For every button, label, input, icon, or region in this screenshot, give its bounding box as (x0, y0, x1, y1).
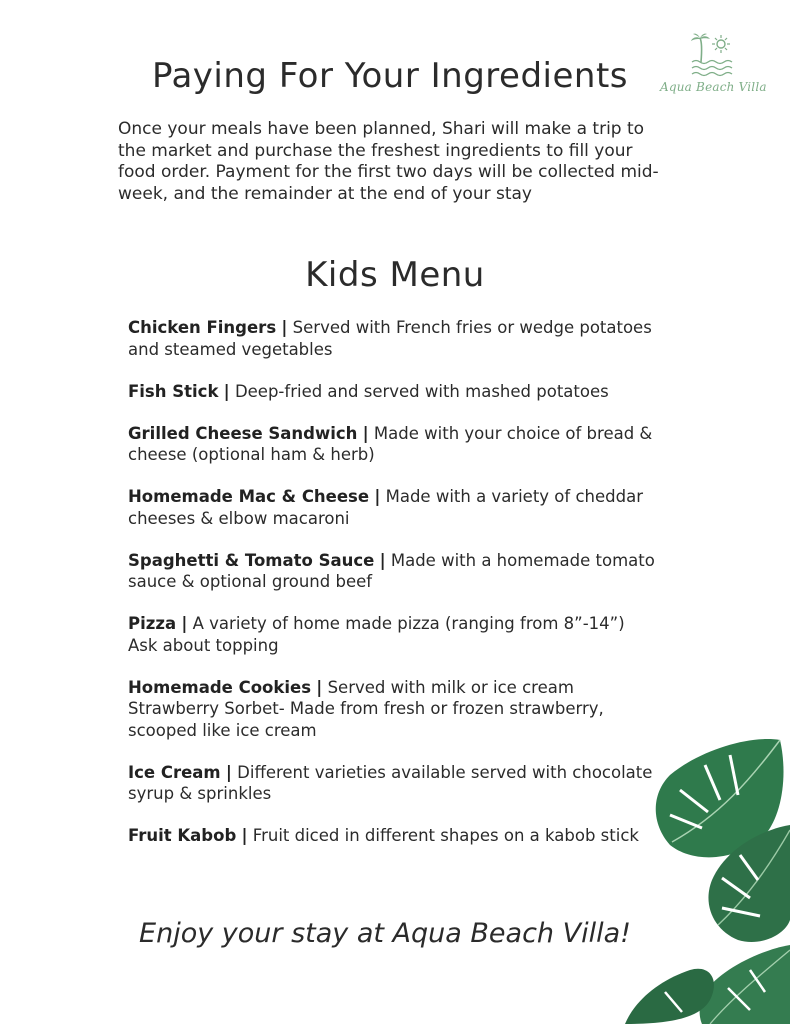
menu-item-fruit-kabob (128, 825, 673, 847)
kids-menu-title: Kids Menu (305, 255, 485, 295)
menu-item-description: Deep-fried and served with mashed potatoes (234, 381, 609, 401)
menu-item-extra: Strawberry Sorbet- Made from fresh or frozen strawberry, scooped like ice cream (128, 699, 604, 740)
menu-item-separator: | (223, 381, 230, 401)
monstera-leaves-icon (610, 730, 790, 1024)
menu-item-grilled-cheese (128, 423, 673, 466)
aqua-beach-villa-logo (660, 32, 767, 102)
menu-item-extra: Ask about topping (128, 635, 279, 655)
menu-item-separator: | (374, 487, 381, 506)
menu-item-ice-cream (128, 762, 673, 805)
menu-item-name: Ice Cream (128, 762, 221, 782)
closing-message: Enjoy your stay at Aqua Beach Villa! (139, 918, 631, 949)
menu-item-name: Spaghetti & Tomato Sauce (128, 550, 375, 570)
menu-item-separator: | (379, 550, 386, 570)
menu-item-separator: | (362, 423, 369, 443)
menu-item-description: Fruit diced in different shapes on a kabob stick (252, 826, 639, 845)
menu-item-name: Fruit Kabob (128, 826, 237, 845)
logo-text: Aqua Beach Villa (660, 80, 767, 94)
menu-item-cookies (128, 677, 673, 742)
intro-paragraph: Once your meals have been planned, Shari will make a trip to the market and purchase the freshest ingredients to fill your food order. Payment for the first two days will be collected mid-week, and the remainder at the end of your stay (118, 119, 659, 204)
menu-item-name: Grilled Cheese Sandwich (128, 423, 358, 443)
menu-item-description: A variety of home made pizza (ranging from 8”-14”) (192, 614, 625, 633)
menu-item-mac-cheese (128, 486, 673, 529)
menu-item-name: Homemade Mac & Cheese (128, 487, 370, 506)
menu-item-description: Served with French fries or wedge potatoes and steamed vegetables (128, 318, 652, 359)
kids-menu-list (128, 317, 673, 867)
menu-item-separator: | (316, 677, 323, 697)
menu-item-name: Chicken Fingers (128, 318, 277, 337)
menu-item-name: Homemade Cookies (128, 677, 312, 697)
menu-item-name: Pizza (128, 614, 177, 633)
menu-item-pizza (128, 613, 673, 656)
menu-item-description: Made with your choice of bread & cheese (optional ham & herb) (128, 423, 653, 464)
menu-item-name: Fish Stick (128, 381, 219, 401)
menu-item-description: Made with a homemade tomato sauce & optional ground beef (128, 550, 655, 591)
menu-item-chicken-fingers (128, 317, 673, 360)
leaf-bottom (625, 945, 790, 1024)
menu-item-separator: | (181, 614, 188, 633)
menu-item-spaghetti (128, 550, 673, 593)
palm-sun-waves-icon (690, 32, 734, 78)
page-title: Paying For Your Ingredients (152, 56, 628, 96)
menu-item-separator: | (241, 826, 248, 845)
menu-item-description: Different varieties available served with chocolate syrup & sprinkles (128, 762, 653, 803)
menu-item-description: Served with milk or ice cream (327, 677, 574, 697)
menu-item-description: Made with a variety of cheddar cheeses & elbow macaroni (128, 487, 643, 528)
menu-item-separator: | (225, 762, 232, 782)
menu-item-fish-stick (128, 381, 673, 403)
menu-item-separator: | (281, 318, 288, 337)
